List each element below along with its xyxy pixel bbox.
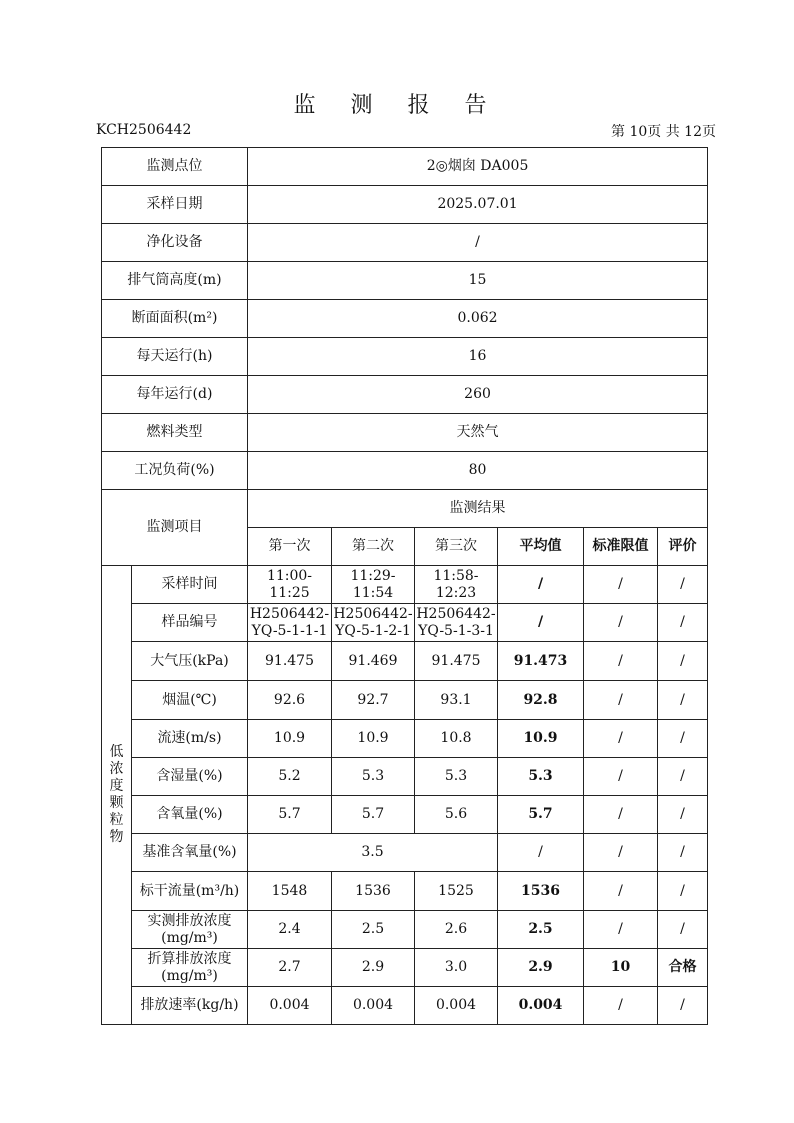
table-row [102,642,708,681]
table-row [102,834,708,872]
info-row [102,300,708,338]
cell-limit: / [584,911,658,949]
row-label: 大气压(kPa) [132,642,248,681]
cell-first: 11:00-11:25 [248,566,332,604]
row-label: 烟温(℃) [132,681,248,720]
column-header-third: 第三次 [415,528,498,566]
monitoring-report-table [101,147,708,1025]
table-row [102,987,708,1025]
cell-limit: / [584,758,658,796]
row-label: 折算排放浓度 (mg/m³) [132,949,248,987]
cell-limit: 10 [584,949,658,987]
row-label: 样品编号 [132,604,248,642]
info-value: 2◎烟囱 DA005 [248,148,708,186]
column-header-average: 平均值 [498,528,584,566]
cell-first: 92.6 [248,681,332,720]
cell-evaluation: / [658,566,708,604]
info-row [102,186,708,224]
cell-average: / [498,604,584,642]
cell-limit: / [584,604,658,642]
cell-average: 1536 [498,872,584,911]
cell-third: 91.475 [415,642,498,681]
table-row [102,566,708,604]
cell-second: 1536 [332,872,415,911]
cell-second: 2.9 [332,949,415,987]
cell-first: 0.004 [248,987,332,1025]
table-row [102,796,708,834]
cell-third: 3.0 [415,949,498,987]
table-row [102,604,708,642]
info-label: 排气筒高度(m) [102,262,248,300]
cell-average: 5.7 [498,796,584,834]
cell-average: 91.473 [498,642,584,681]
row-label: 流速(m/s) [132,720,248,758]
cell-average: 0.004 [498,987,584,1025]
report-number: KCH2506442 [96,122,192,138]
column-header-second: 第二次 [332,528,415,566]
info-label: 采样日期 [102,186,248,224]
cell-third: 0.004 [415,987,498,1025]
cell-limit: / [584,872,658,911]
cell-limit: / [584,834,658,872]
table-row [102,872,708,911]
info-label: 断面面积(m²) [102,300,248,338]
table-row [102,949,708,987]
cell-evaluation: / [658,604,708,642]
cell-limit: / [584,987,658,1025]
info-value: 260 [248,376,708,414]
cell-evaluation: / [658,758,708,796]
info-label: 净化设备 [102,224,248,262]
cell-third: 1525 [415,872,498,911]
cell-second: 11:29-11:54 [332,566,415,604]
cell-second: 91.469 [332,642,415,681]
info-value: 天然气 [248,414,708,452]
info-row [102,148,708,186]
info-value: 80 [248,452,708,490]
info-row [102,414,708,452]
cell-first: 5.2 [248,758,332,796]
cell-average: / [498,566,584,604]
cell-evaluation: / [658,987,708,1025]
cell-first: 1548 [248,872,332,911]
info-label: 监测点位 [102,148,248,186]
cell-evaluation: / [658,872,708,911]
cell-second: 2.5 [332,911,415,949]
table-row [102,720,708,758]
info-value: 16 [248,338,708,376]
cell-evaluation: / [658,796,708,834]
cell-evaluation: / [658,911,708,949]
cell-first: H2506442- YQ-5-1-1-1 [248,604,332,642]
table-row [102,758,708,796]
info-row [102,452,708,490]
cell-first: 10.9 [248,720,332,758]
row-label: 标干流量(m³/h) [132,872,248,911]
row-label: 实测排放浓度 (mg/m³) [132,911,248,949]
info-value: / [248,224,708,262]
cell-third: 93.1 [415,681,498,720]
cell-evaluation: / [658,834,708,872]
info-label: 工况负荷(%) [102,452,248,490]
cell-second: 0.004 [332,987,415,1025]
info-row [102,262,708,300]
cell-merged: 3.5 [248,834,498,872]
cell-average: 2.9 [498,949,584,987]
cell-limit: / [584,642,658,681]
cell-average: 2.5 [498,911,584,949]
column-header-first: 第一次 [248,528,332,566]
table-row [102,681,708,720]
category-label: 低 浓 度 颗 粒 物 [102,566,132,1025]
row-label: 含氧量(%) [132,796,248,834]
cell-third: 5.6 [415,796,498,834]
cell-third: H2506442- YQ-5-1-3-1 [415,604,498,642]
cell-third: 5.3 [415,758,498,796]
cell-third: 11:58-12:23 [415,566,498,604]
info-row [102,376,708,414]
cell-first: 5.7 [248,796,332,834]
info-value: 0.062 [248,300,708,338]
cell-second: H2506442- YQ-5-1-2-1 [332,604,415,642]
cell-second: 5.7 [332,796,415,834]
row-label: 排放速率(kg/h) [132,987,248,1025]
cell-average: 10.9 [498,720,584,758]
cell-first: 2.7 [248,949,332,987]
cell-third: 10.8 [415,720,498,758]
cell-limit: / [584,681,658,720]
info-value: 2025.07.01 [248,186,708,224]
cell-limit: / [584,796,658,834]
report-title: 监 测 报 告 [293,93,501,118]
info-label: 每天运行(h) [102,338,248,376]
cell-average: 5.3 [498,758,584,796]
row-label: 含湿量(%) [132,758,248,796]
cell-first: 91.475 [248,642,332,681]
info-label: 每年运行(d) [102,376,248,414]
cell-limit: / [584,720,658,758]
cell-evaluation: 合格 [658,949,708,987]
info-value: 15 [248,262,708,300]
table-row [102,911,708,949]
cell-average: / [498,834,584,872]
column-header-limit: 标准限值 [584,528,658,566]
info-row [102,338,708,376]
cell-first: 2.4 [248,911,332,949]
monitoring-item-header: 监测项目 [102,490,248,566]
cell-second: 10.9 [332,720,415,758]
cell-evaluation: / [658,720,708,758]
page-indicator: 第 10页 共 12页 [611,124,716,140]
results-header-row [102,490,708,528]
cell-second: 92.7 [332,681,415,720]
cell-third: 2.6 [415,911,498,949]
row-label: 基准含氧量(%) [132,834,248,872]
cell-evaluation: / [658,681,708,720]
row-label: 采样时间 [132,566,248,604]
info-row [102,224,708,262]
column-header-evaluation: 评价 [658,528,708,566]
cell-evaluation: / [658,642,708,681]
cell-second: 5.3 [332,758,415,796]
cell-average: 92.8 [498,681,584,720]
cell-limit: / [584,566,658,604]
monitoring-results-header: 监测结果 [248,490,708,528]
info-label: 燃料类型 [102,414,248,452]
